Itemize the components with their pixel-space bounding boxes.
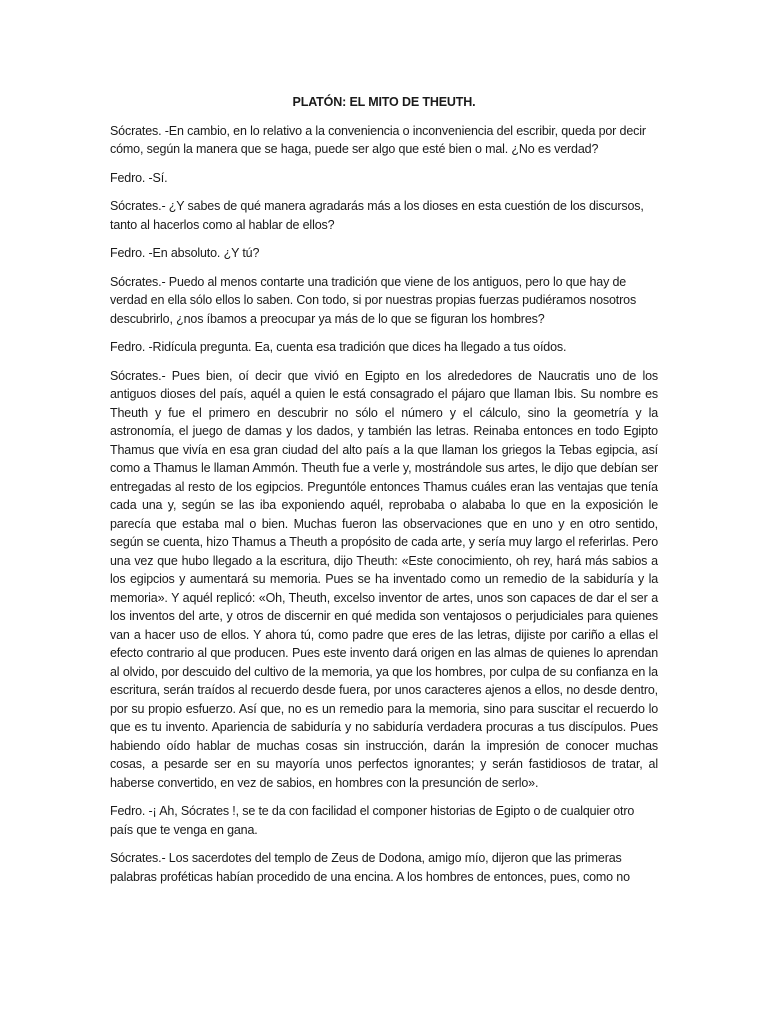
document-title: PLATÓN: EL MITO DE THEUTH. — [292, 95, 476, 109]
paragraph-fedro-4: Fedro. -¡ Ah, Sócrates !, se te da con facilidad el componer historias de Egipto o de cualquier otro país que te venga en gana. — [110, 804, 635, 837]
paragraph-socrates-myth: Sócrates.- Pues bien, oí decir que vivió en Egipto en los alrededores de Naucratis uno de los antiguos dioses del país, aquél a quien le está consagrado el pájaro que llaman Ibis. Su nombre es Theuth y fue el primero en descubrir no sólo el número y el cálculo, sino la geometría y la astronomía, el juego de damas y los dados, y también las letras. Reinaba entonces en todo Egipto Thamus que vivía en esa gran ciudad del alto país a la que llaman los griegos la Tebas egipcia, así como a Thamus le llaman Ammón. Theuth fue a verle y, mostrándole sus artes, le dijo que debían ser entregadas al resto de los egipcios. Preguntóle entonces Thamus cuáles eran las ventajas que tenía cada una y, según se las iba exponiendo aquél, reprobaba o alababa lo que en la exposición le parecía que estaba mal o bien. Muchas fueron las observaciones que en uno y en otro sentido, según se cuenta, hizo Thamus a Theuth a propósito de cada arte, y sería muy largo el referirlas. Pero una vez que hubo llegado a la escritura, dijo Theuth: «Este conocimiento, oh rey, hará más sabios a los egipcios y aumentará su memoria. Pues se ha inventado como un remedio de la sabiduría y la memoria». Y aquél replicó: «Oh, Theuth, excelso inventor de artes, unos son capaces de dar el ser a los inventos del arte, y otros de discernir en qué medida son ventajosos o perjudiciales para quienes van a hacer uso de ellos. Y ahora tú, como padre que eres de las letras, dijiste por cariño a ellas el efecto contrario al que producen. Pues este invento dará origen en las almas de quienes lo aprendan al olvido, por descuido del cultivo de la memoria, ya que los hombres, por culpa de su confianza en la escritura, serán traídos al recuerdo desde fuera, por unos caracteres ajenos a ellos, no desde dentro, por su propio esfuerzo. Así que, no es un remedio para la memoria, sino para suscitar el recuerdo lo que es tu invento. Apariencia de sabiduría y no sabiduría verdadera procuras a tus discípulos. Pues habiendo oído hablar de muchas cosas sin instrucción, darán la impresión de conocer muchas cosas, a pesarde ser en su mayoría unos perfectos ignorantes; y serán fastidiosos de tratar, al haberse convertido, en vez de sabios, en hombres con la presunción de serlo». — [110, 368, 658, 790]
paragraph-socrates-3: Sócrates.- Puedo al menos contarte una tradición que viene de los antiguos, pero lo que hay de verdad en ella sólo ellos lo saben. Con todo, si por nuestras propias fuerzas pudiéramos nosotros descubrirlo, ¿nos íbamos a preocupar ya más de lo que se figuran los hombres? — [110, 274, 637, 326]
paragraph-socrates-2: Sócrates.- ¿Y sabes de qué manera agradarás más a los dioses en esta cuestión de los discursos, tanto al hacerlos como al hablar de ellos? — [110, 199, 644, 232]
paragraph-fedro-2: Fedro. -En absoluto. ¿Y tú? — [110, 246, 260, 260]
paragraph-socrates-1: Sócrates. -En cambio, en lo relativo a la conveniencia o inconveniencia del escribir, queda por decir cómo, según la manera que se haga, puede ser algo que esté bien o mal. ¿No es verdad? — [110, 123, 646, 156]
paragraph-socrates-4: Sócrates.- Los sacerdotes del templo de Zeus de Dodona, amigo mío, dijeron que las primeras palabras proféticas habían procedido de una encina. A los hombres de entonces, pues, como no — [110, 851, 630, 884]
document-page — [110, 93, 658, 896]
paragraph-fedro-1: Fedro. -Sí. — [110, 170, 168, 185]
paragraph-fedro-3: Fedro. -Ridícula pregunta. Ea, cuenta esa tradición que dices ha llegado a tus oídos. — [110, 340, 567, 354]
